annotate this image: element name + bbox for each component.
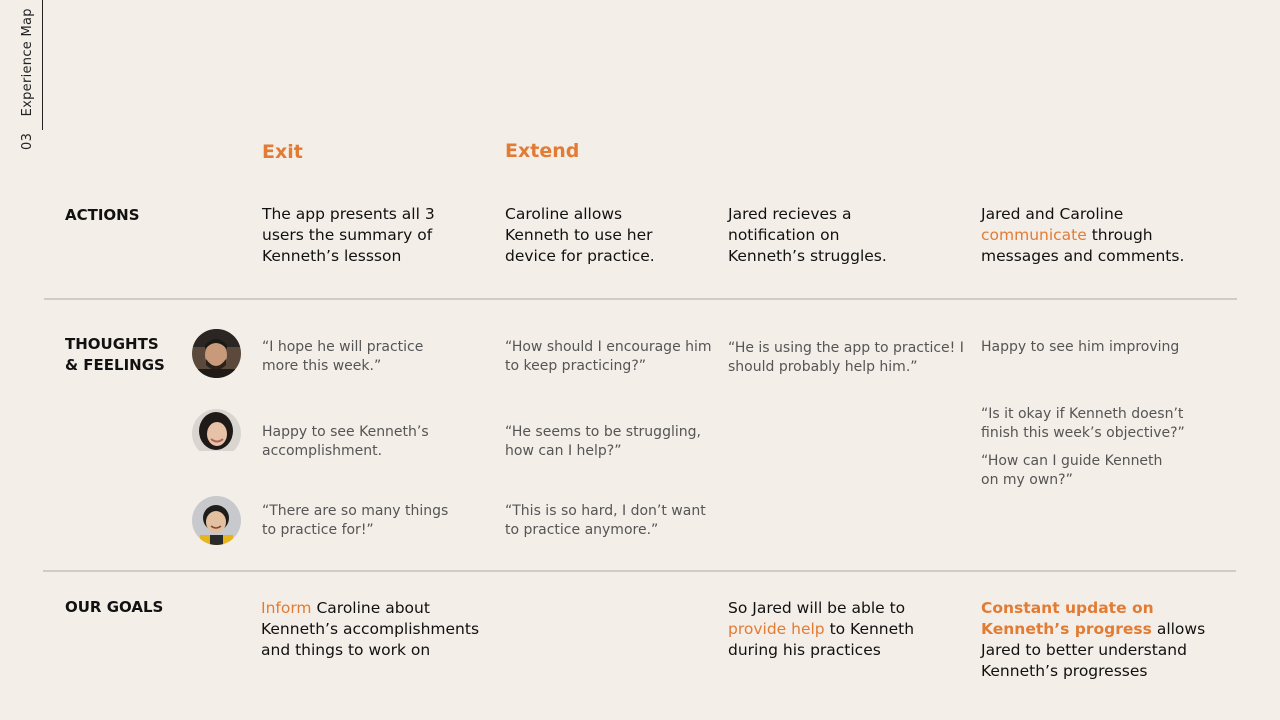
action-app-summary: The app presents all 3 users the summary of Kenneth’s lessson [262, 205, 435, 265]
row-label-thoughts: THOUGHTS & FEELINGS [65, 335, 165, 374]
goal-text: allows Jared to better understand Kenneth’s progresses [981, 620, 1206, 680]
divider-thoughts [43, 570, 1236, 572]
section-number: 03 [20, 132, 35, 150]
thought-kenneth-exit: “There are so many things to practice for!” [262, 503, 449, 538]
goal-text: So Jared will be able to [728, 599, 906, 617]
divider-actions [44, 298, 1237, 300]
thought-caroline-col4-a: “Is it okay if Kenneth doesn’t finish this week’s objective?” [981, 406, 1185, 441]
row-label-actions: ACTIONS [65, 206, 140, 224]
action-communicate [981, 204, 1211, 267]
goal-text: Caroline about Kenneth’s accomplishments and things to work on [261, 599, 480, 659]
phase-exit-heading: Exit [262, 141, 303, 163]
goal-text: to Kenneth during his practices [728, 620, 915, 659]
highlight-provide-help: provide help [728, 620, 825, 638]
goal-provide-help [728, 598, 933, 661]
thought-jared-col4: Happy to see him improving [981, 339, 1180, 355]
action-jared-notification: Jared recieves a notification on Kenneth’s struggles. [728, 205, 887, 265]
thought-jared-exit: “I hope he will practice more this week.” [262, 339, 424, 374]
avatar-jared [192, 329, 241, 378]
action-caroline-device: Caroline allows Kenneth to use her device for practice. [505, 205, 655, 265]
row-label-goals: OUR GOALS [65, 598, 164, 616]
highlight-constant-update: Constant update on Kenneth’s progress [981, 599, 1154, 638]
thought-kenneth-extend: “This is so hard, I don’t want to practice anymore.” [505, 503, 706, 538]
avatar-kenneth [192, 496, 241, 545]
highlight-communicate: communicate [981, 226, 1087, 244]
action-text: through messages and comments. [981, 226, 1185, 265]
thought-caroline-col4-b: “How can I guide Kenneth on my own?” [981, 453, 1163, 488]
thought-caroline-exit: Happy to see Kenneth’s accomplishment. [262, 424, 429, 459]
thought-jared-extend: “How should I encourage him to keep practicing?” [505, 339, 712, 374]
action-text: Jared and Caroline [981, 205, 1124, 223]
goal-inform [261, 598, 506, 661]
section-title: Experience Map [20, 8, 35, 117]
avatar-caroline [192, 409, 241, 458]
section-label [20, 8, 35, 150]
phase-extend-heading: Extend [505, 140, 580, 162]
thought-caroline-extend: “He seems to be struggling, how can I help?” [505, 424, 701, 459]
goal-constant-update [981, 598, 1211, 682]
thought-jared-col3: “He is using the app to practice! I should probably help him.” [728, 340, 964, 375]
highlight-inform: Inform [261, 599, 312, 617]
side-divider-line [42, 0, 43, 130]
